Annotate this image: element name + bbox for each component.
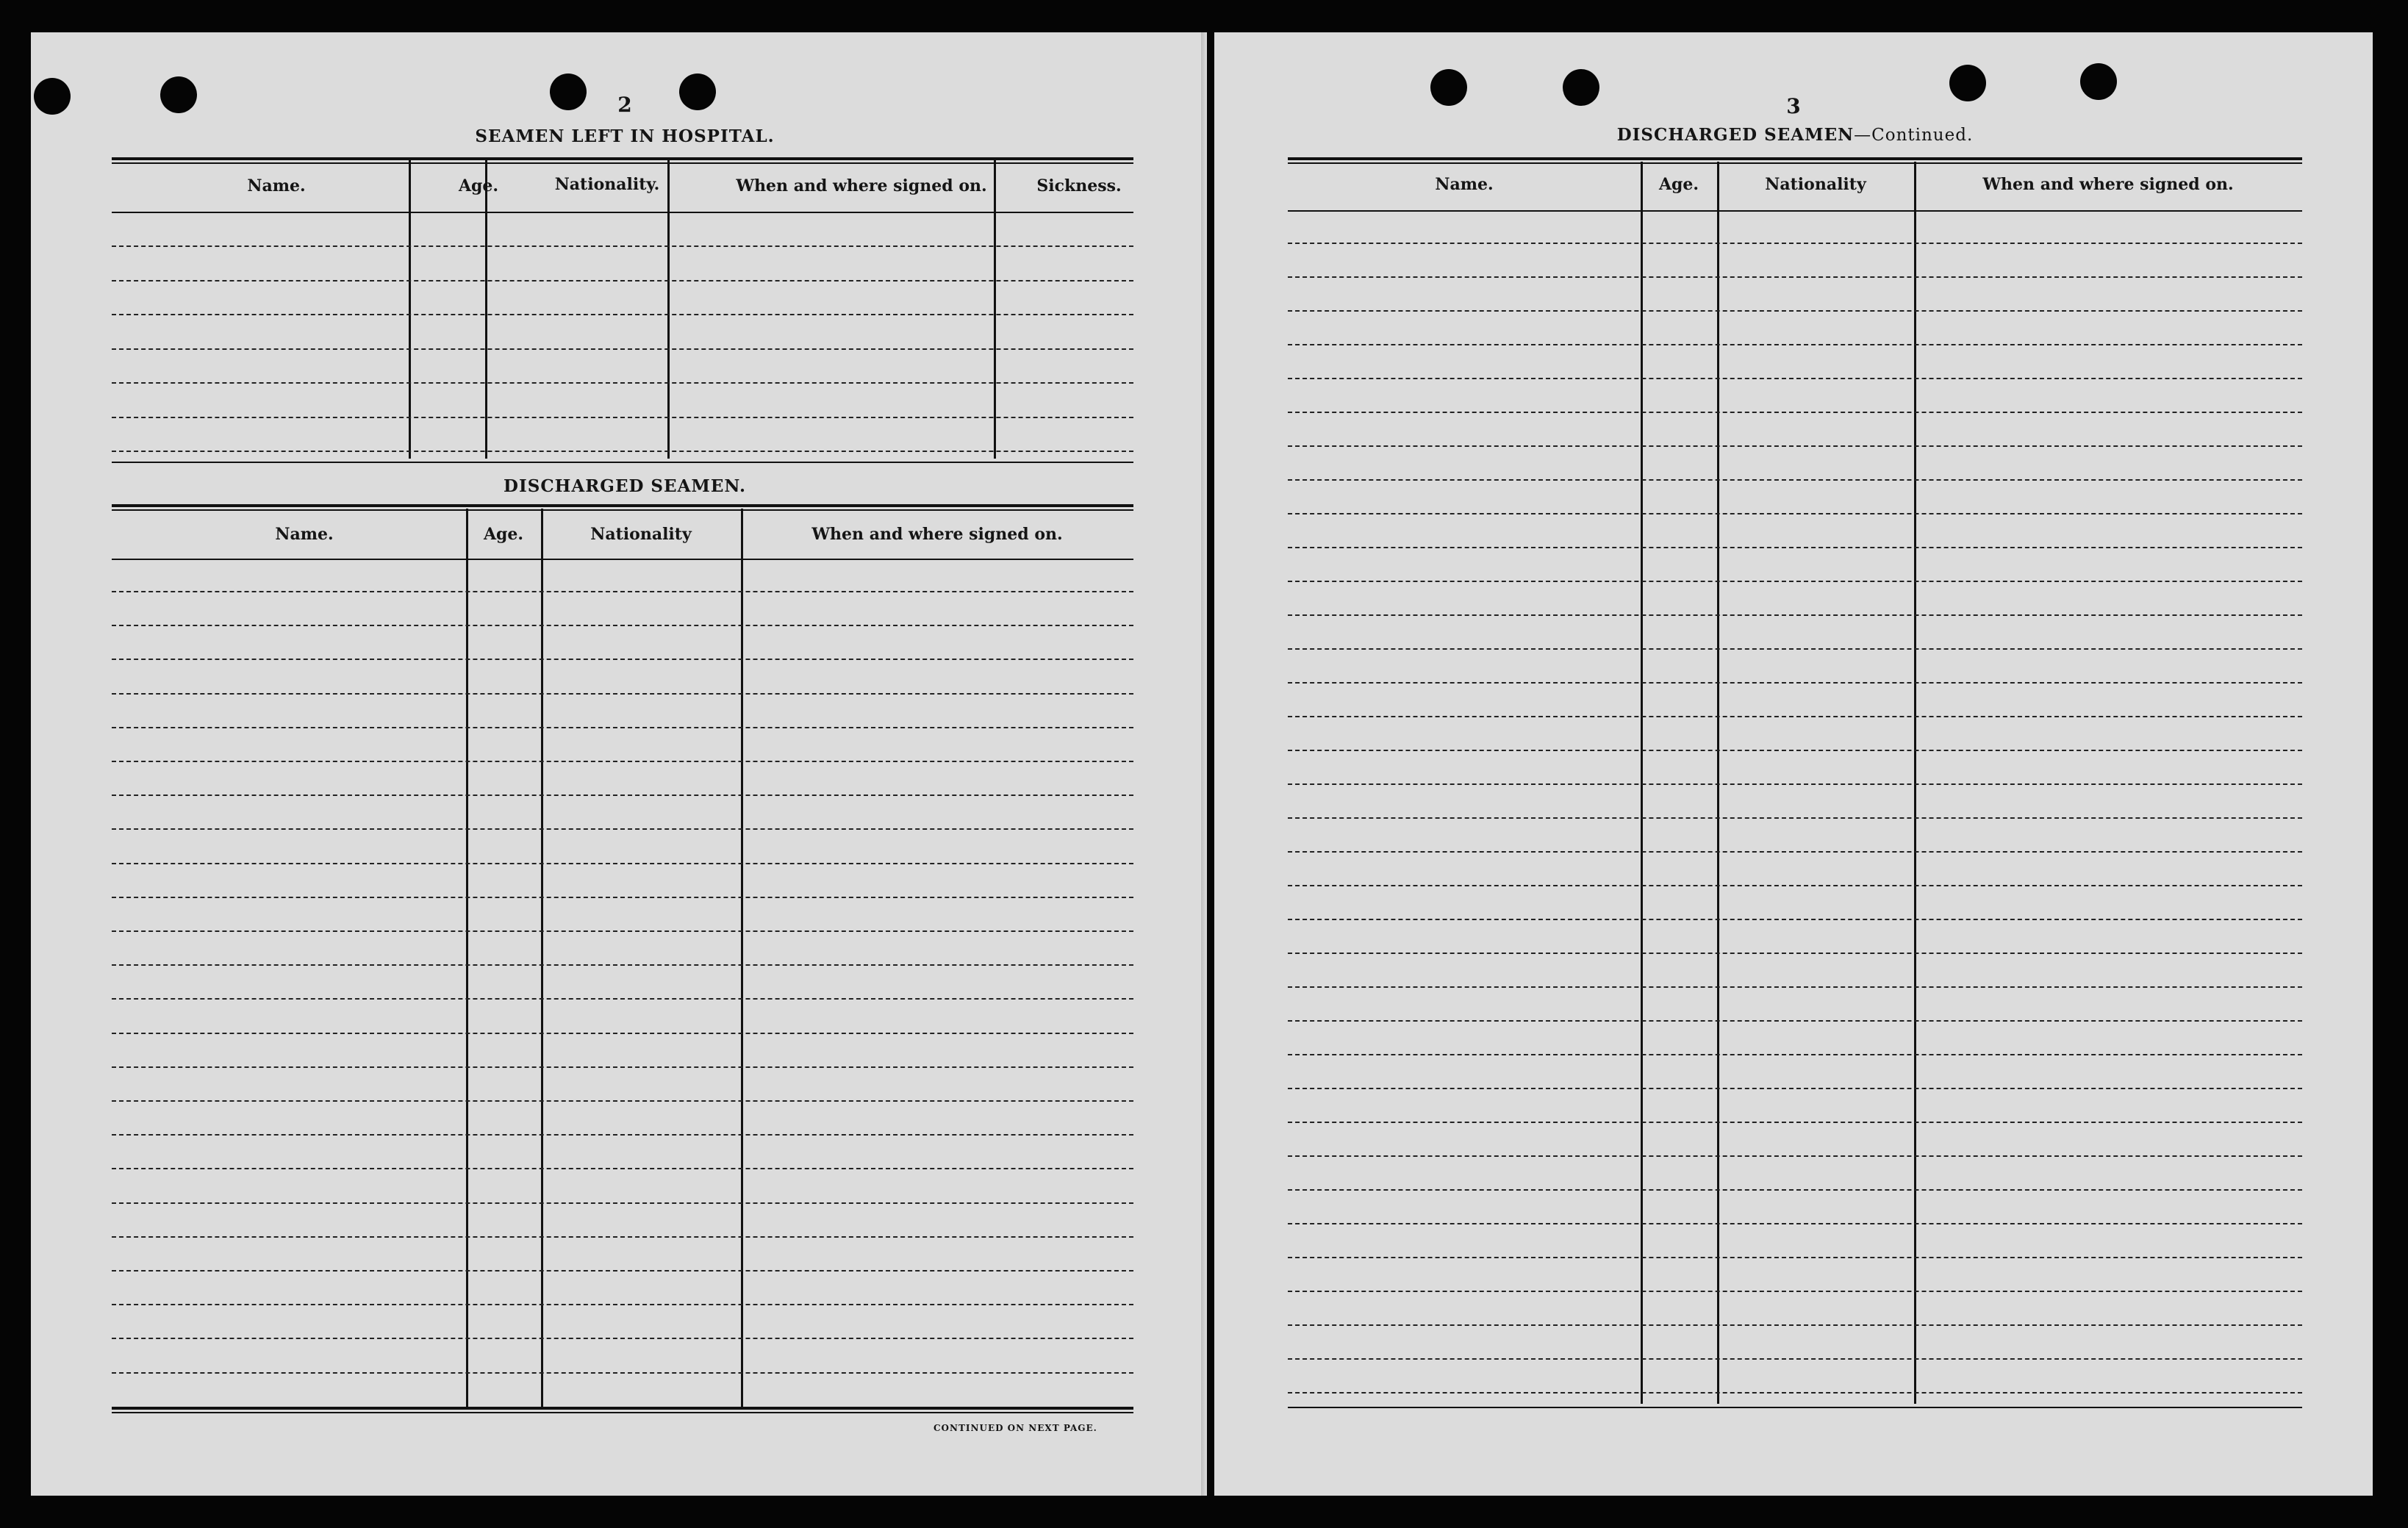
ruled-line bbox=[1288, 310, 2302, 312]
ruled-line bbox=[112, 897, 1133, 898]
ruled-line bbox=[1288, 986, 2302, 988]
hospital-bottom-rule bbox=[112, 462, 1133, 463]
discharged-header-rule bbox=[112, 559, 1133, 560]
continued-col-divider bbox=[1641, 162, 1643, 1404]
hospital-col-divider bbox=[485, 160, 487, 459]
ruled-line bbox=[112, 998, 1133, 1000]
ruled-line bbox=[1288, 243, 2302, 244]
hospital-section-title: SEAMEN LEFT IN HOSPITAL. bbox=[475, 126, 775, 146]
ruled-line bbox=[112, 727, 1133, 728]
ruled-line bbox=[1288, 1020, 2302, 1022]
discharged-col-divider bbox=[466, 509, 468, 1407]
ruled-line bbox=[1288, 378, 2302, 379]
ruled-line bbox=[1288, 479, 2302, 481]
page-number: 3 bbox=[1786, 94, 1801, 118]
ruled-line bbox=[1288, 1122, 2302, 1123]
ruled-line bbox=[1288, 953, 2302, 954]
punch-hole bbox=[550, 73, 587, 110]
ruled-line bbox=[112, 1202, 1133, 1204]
ruled-line bbox=[112, 795, 1133, 796]
punch-hole bbox=[1430, 69, 1467, 106]
ruled-line bbox=[1288, 1392, 2302, 1394]
ruled-line bbox=[1288, 1054, 2302, 1055]
hospital-col-divider bbox=[994, 160, 996, 459]
ruled-line bbox=[112, 348, 1133, 350]
ruled-line bbox=[112, 930, 1133, 932]
ruled-line bbox=[1288, 412, 2302, 413]
hospital-col-divider bbox=[667, 160, 670, 459]
ruled-line bbox=[1288, 1358, 2302, 1360]
ruled-line bbox=[1288, 1189, 2302, 1191]
continued-top-rule bbox=[1288, 157, 2302, 164]
continued-col-name: Name. bbox=[1435, 175, 1494, 194]
ruled-line bbox=[1288, 581, 2302, 582]
hospital-col-signed-on: When and where signed on. bbox=[736, 176, 987, 196]
punch-hole bbox=[34, 78, 71, 115]
ruled-line bbox=[1288, 614, 2302, 616]
ruled-line bbox=[1288, 1088, 2302, 1089]
punch-hole bbox=[679, 73, 716, 110]
ruled-line bbox=[112, 1338, 1133, 1339]
ruled-line bbox=[112, 1134, 1133, 1136]
ruled-line bbox=[1288, 648, 2302, 650]
continued-col-divider bbox=[1914, 162, 1916, 1404]
continued-bottom-rule bbox=[1288, 1407, 2302, 1408]
ruled-line bbox=[112, 451, 1133, 452]
ruled-line bbox=[112, 828, 1133, 830]
ruled-line bbox=[112, 1304, 1133, 1305]
hospital-top-rule bbox=[112, 157, 1133, 164]
discharged-continued-title bbox=[1611, 125, 1979, 145]
ruled-line bbox=[1288, 276, 2302, 278]
ruled-line bbox=[112, 1066, 1133, 1068]
ruled-line bbox=[1288, 1257, 2302, 1258]
continued-note: CONTINUED ON NEXT PAGE. bbox=[934, 1423, 1097, 1433]
ruled-line bbox=[1288, 1155, 2302, 1157]
ruled-line bbox=[1288, 1324, 2302, 1326]
punch-hole bbox=[1949, 65, 1986, 101]
discharged-top-rule bbox=[112, 504, 1133, 511]
ruled-line bbox=[112, 964, 1133, 966]
ruled-line bbox=[1288, 547, 2302, 548]
ruled-line bbox=[112, 659, 1133, 660]
right-page bbox=[1214, 32, 2373, 1496]
ruled-line bbox=[1288, 919, 2302, 920]
ruled-line bbox=[112, 417, 1133, 418]
ruled-line bbox=[1288, 817, 2302, 819]
continued-col-signed-on: When and where signed on. bbox=[1982, 175, 2234, 194]
hospital-header-rule bbox=[112, 212, 1133, 213]
ruled-line bbox=[112, 761, 1133, 762]
discharged-col-divider bbox=[541, 509, 543, 1407]
ruled-line bbox=[112, 1100, 1133, 1102]
discharged-col-nationality: Nationality bbox=[590, 525, 692, 544]
discharged-col-age: Age. bbox=[483, 525, 524, 544]
discharged-section-title: DISCHARGED SEAMEN. bbox=[504, 476, 746, 496]
continued-header-rule bbox=[1288, 210, 2302, 212]
ruled-line bbox=[112, 863, 1133, 864]
ruled-line bbox=[1288, 885, 2302, 886]
ruled-line bbox=[112, 1168, 1133, 1169]
ruled-line bbox=[112, 625, 1133, 626]
continued-col-divider bbox=[1717, 162, 1719, 1404]
hospital-col-nationality: Nationality. bbox=[554, 175, 660, 194]
ruled-line bbox=[112, 1372, 1133, 1374]
ruled-line bbox=[112, 314, 1133, 315]
continued-col-age: Age. bbox=[1658, 175, 1699, 194]
left-page bbox=[31, 32, 1207, 1496]
ruled-line bbox=[1288, 445, 2302, 447]
page-number: 2 bbox=[617, 93, 632, 117]
title-suffix: —Continued. bbox=[1854, 126, 1974, 145]
hospital-col-age: Age. bbox=[458, 176, 499, 196]
ruled-line bbox=[112, 1270, 1133, 1271]
ruled-line bbox=[1288, 851, 2302, 853]
ruled-line bbox=[1288, 1223, 2302, 1224]
discharged-col-signed-on: When and where signed on. bbox=[811, 525, 1063, 544]
ruled-line bbox=[112, 693, 1133, 695]
ruled-line bbox=[1288, 750, 2302, 751]
ruled-line bbox=[1288, 344, 2302, 345]
discharged-bottom-rule bbox=[112, 1407, 1133, 1413]
punch-hole bbox=[1563, 69, 1599, 106]
discharged-col-divider bbox=[741, 509, 743, 1407]
ruled-line bbox=[112, 1236, 1133, 1238]
ruled-line bbox=[112, 1033, 1133, 1034]
hospital-col-name: Name. bbox=[247, 176, 306, 196]
ruled-line bbox=[1288, 783, 2302, 785]
ruled-line bbox=[112, 280, 1133, 281]
continued-col-nationality: Nationality bbox=[1765, 175, 1866, 194]
punch-hole bbox=[2080, 63, 2117, 100]
hospital-col-divider bbox=[409, 160, 411, 459]
ruled-line bbox=[1288, 513, 2302, 514]
ruled-line bbox=[112, 591, 1133, 592]
hospital-col-sickness: Sickness. bbox=[1036, 176, 1122, 196]
ruled-line bbox=[1288, 1291, 2302, 1292]
discharged-col-name: Name. bbox=[275, 525, 334, 544]
ruled-line bbox=[1288, 682, 2302, 684]
ruled-line bbox=[1288, 716, 2302, 717]
title-main: DISCHARGED SEAMEN bbox=[1616, 125, 1855, 145]
punch-hole bbox=[160, 76, 197, 113]
page-edge bbox=[1201, 32, 1207, 1496]
ruled-line bbox=[112, 382, 1133, 384]
ruled-line bbox=[112, 245, 1133, 247]
